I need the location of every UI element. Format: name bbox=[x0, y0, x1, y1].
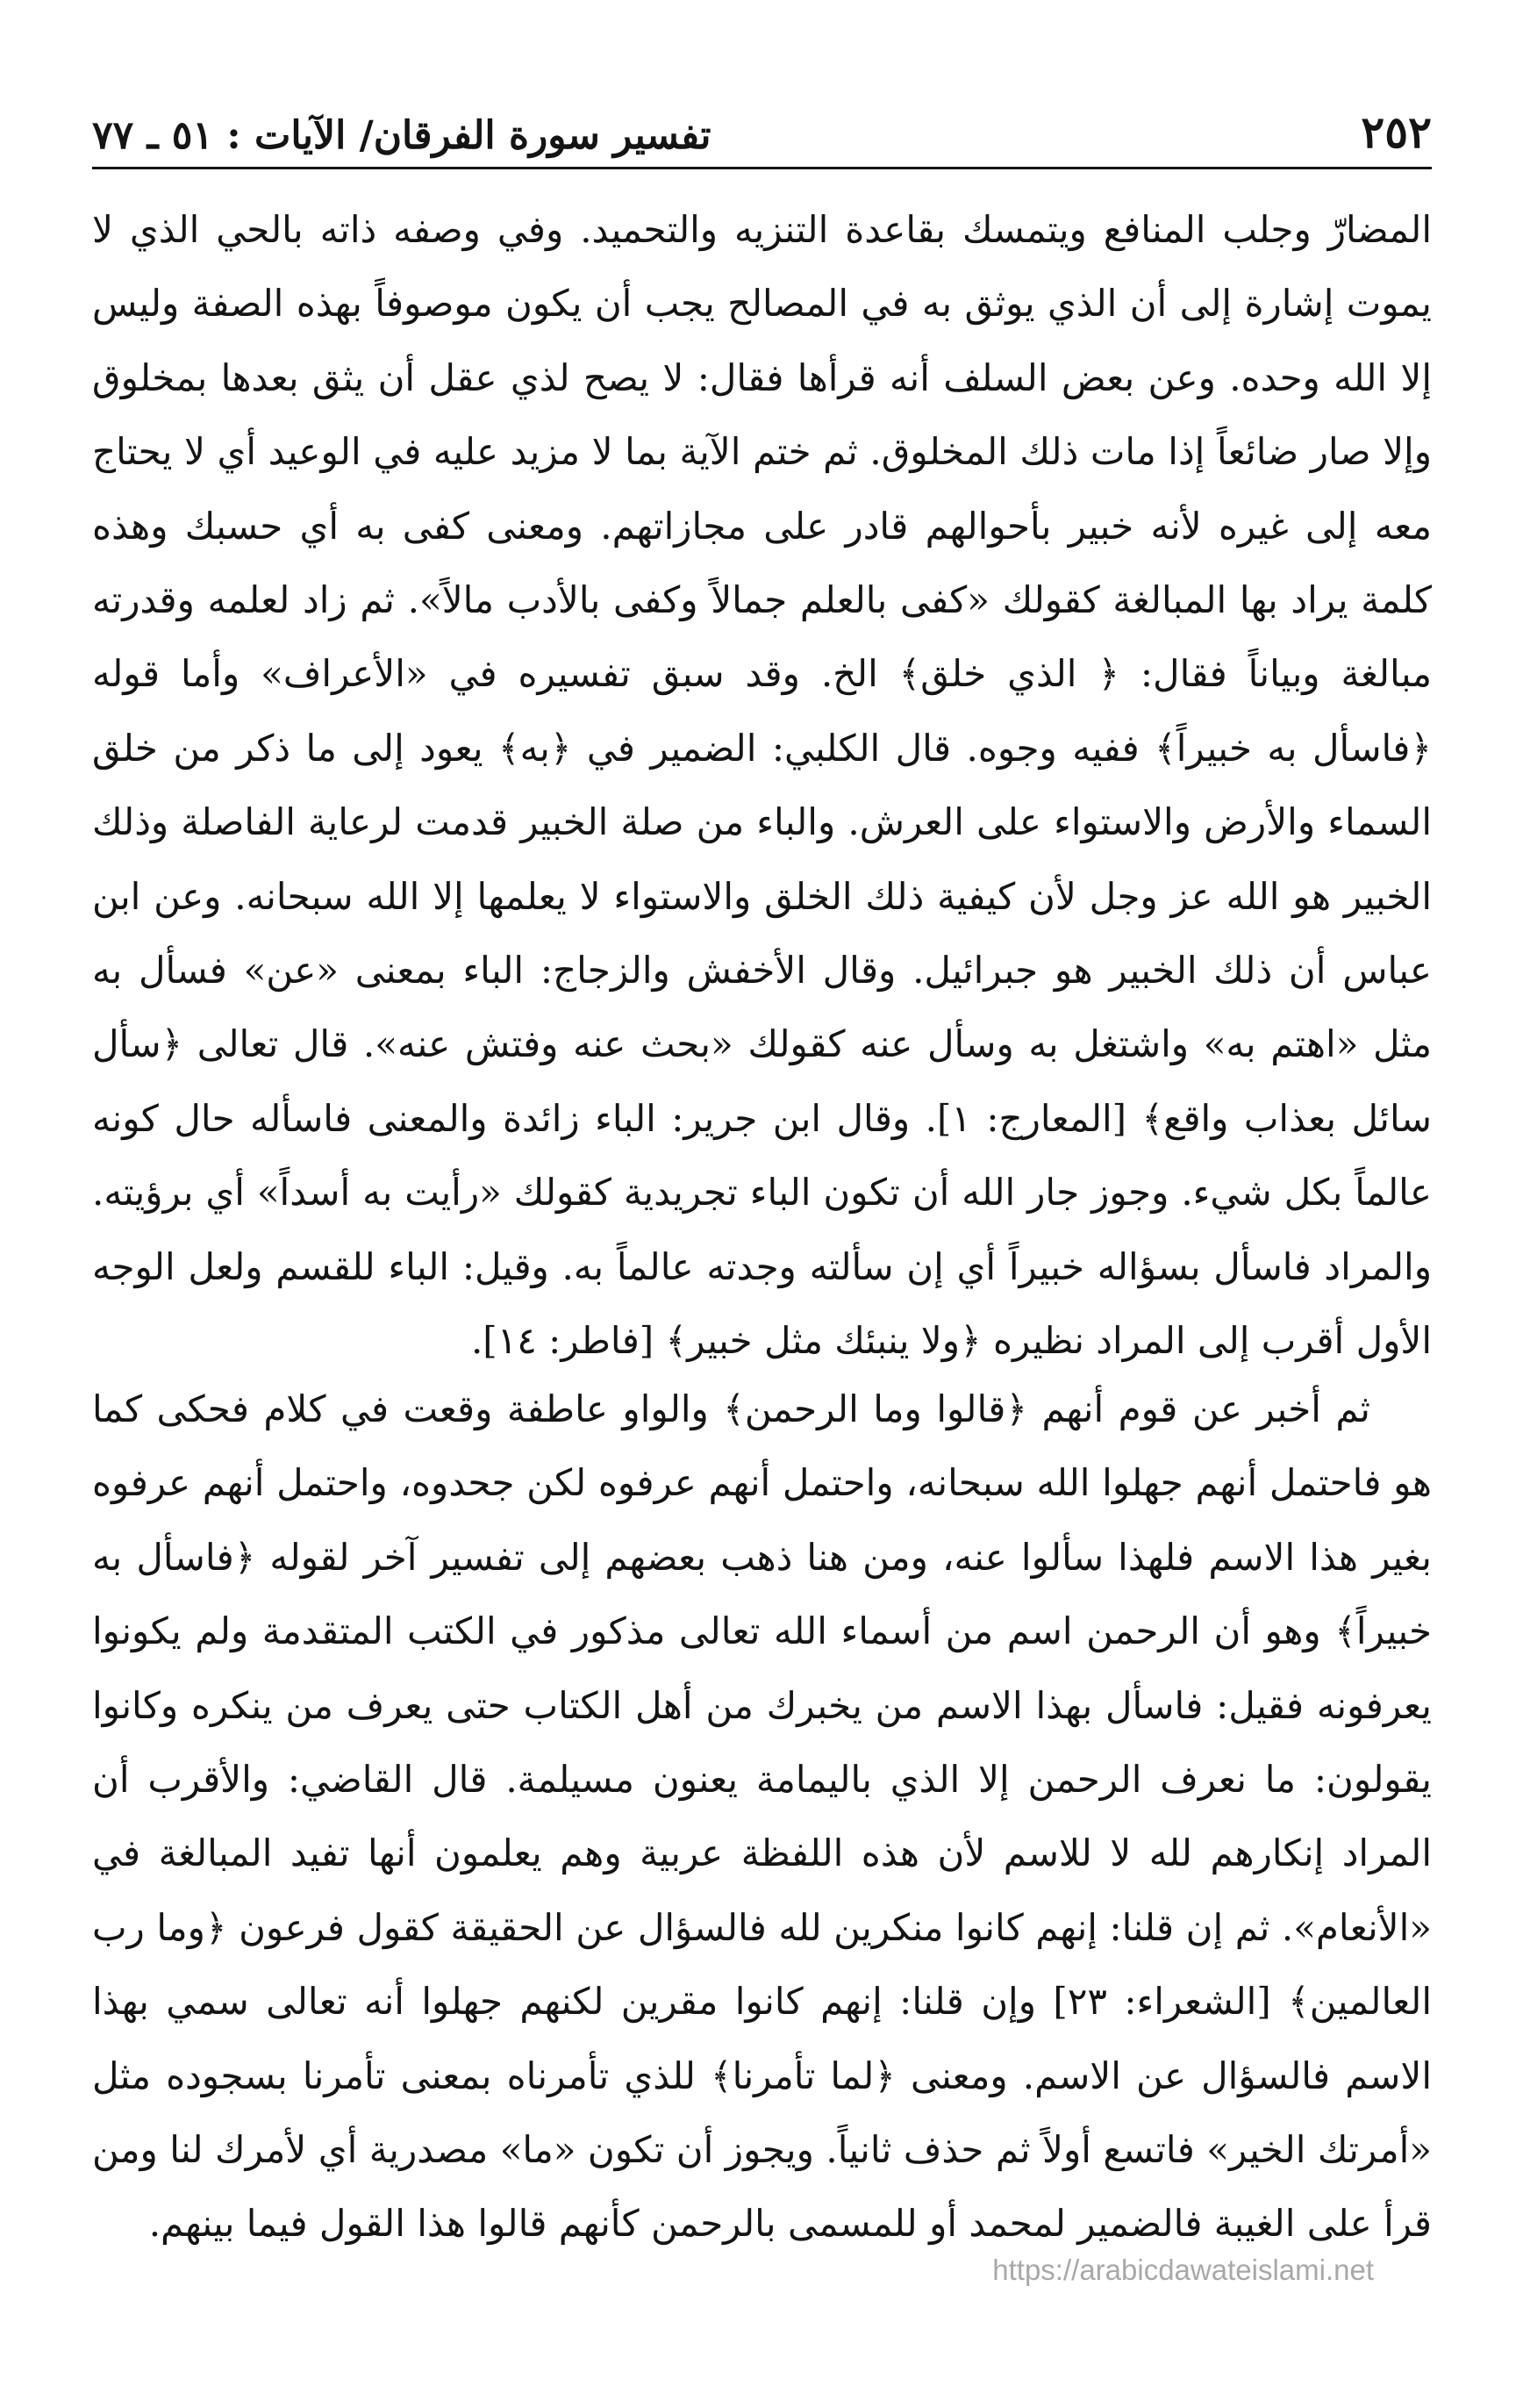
running-title: تفسير سورة الفرقان/ الآيات : ٥١ ـ ٧٧ bbox=[92, 113, 711, 158]
paragraph-1: المضارّ وجلب المنافع ويتمسك بقاعدة التنزيه والتحميد. وفي وصفه ذاته بالحي الذي لا يموت إشارة إلى أن الذي يوثق به في المصالح يجب أن يكون موصوفاً بهذه الصفة وليس إلا الله وحده. وعن بعض السلف أنه قرأها فقال: لا يصح لذي عقل أن يثق بعدها بمخلوق وإلا صار ضائعاً إذا مات ذلك المخلوق. ثم ختم الآية بما لا مزيد عليه في الوعيد أي لا يحتاج معه إلى غيره لأنه خبير بأحوالهم قادر على مجازاتهم. ومعنى كفى به أي حسبك وهذه كلمة يراد بها المبالغة كقولك «كفى بالعلم جمالاً وكفى بالأدب مالاً». ثم زاد لعلمه وقدرته مبالغة وبياناً فقال: ﴿ الذي خلق﴾ الخ. وقد سبق تفسيره في «الأعراف» وأما قوله ﴿فاسأل به خبيراً﴾ ففيه وجوه. قال الكلبي: الضمير في ﴿به﴾ يعود إلى ما ذكر من خلق السماء والأرض والاستواء على العرش. والباء من صلة الخبير قدمت لرعاية الفاصلة وذلك الخبير هو الله عز وجل لأن كيفية ذلك الخلق والاستواء لا يعلمها إلا الله سبحانه. وعن ابن عباس أن ذلك الخبير هو جبرائيل. وقال الأخفش والزجاج: الباء بمعنى «عن» فسأل به مثل «اهتم به» واشتغل به وسأل عنه كقولك «بحث عنه وفتش عنه». قال تعالى ﴿سأل سائل بعذاب واقع﴾ [المعارج: ١]. وقال ابن جرير: الباء زائدة والمعنى فاسأله حال كونه عالماً بكل شيء. وجوز جار الله أن تكون الباء تجريدية كقولك «رأيت به أسداً» أي برؤيته. والمراد فاسأل بسؤاله خبيراً أي إن سألته وجدته عالماً به. وقيل: الباء للقسم ولعل الوجه الأول أقرب إلى المراد نظيره ﴿ولا ينبئك مثل خبير﴾ [فاطر: ١٤]. bbox=[92, 208, 1432, 1363]
page-header bbox=[92, 104, 1432, 158]
header-rule bbox=[92, 167, 1432, 169]
paragraph-2: ثم أخبر عن قوم أنهم ﴿قالوا وما الرحمن﴾ والواو عاطفة وقعت في كلام فحكى كما هو فاحتمل أنهم جهلوا الله سبحانه، واحتمل أنهم عرفوه لكن جحدوه، واحتمل أنهم عرفوه بغير هذا الاسم فلهذا سألوا عنه، ومن هنا ذهب بعضهم إلى تفسير آخر لقوله ﴿فاسأل به خبيراً﴾ وهو أن الرحمن اسم من أسماء الله تعالى مذكور في الكتب المتقدمة ولم يكونوا يعرفونه فقيل: فاسأل بهذا الاسم من يخبرك من أهل الكتاب حتى يعرف من ينكره وكانوا يقولون: ما نعرف الرحمن إلا الذي باليمامة يعنون مسيلمة. قال القاضي: والأقرب أن المراد إنكارهم لله لا للاسم لأن هذه اللفظة عربية وهم يعلمون أنها تفيد المبالغة في «الأنعام». ثم إن قلنا: إنهم كانوا منكرين لله فالسؤال عن الحقيقة كقول فرعون ﴿وما رب العالمين﴾ [الشعراء: ٢٣] وإن قلنا: إنهم كانوا مقرين لكنهم جهلوا أنه تعالى سمي بهذا الاسم فالسؤال عن الاسم. ومعنى ﴿لما تأمرنا﴾ للذي تأمرناه بمعنى تأمرنا بسجوده مثل «أمرتك الخير» فاتسع أولاً ثم حذف ثانياً. ويجوز أن تكون «ما» مصدرية أي لأمرك لنا ومن قرأ على الغيبة فالضمير لمحمد أو للمسمى بالرحمن كأنهم قالوا هذا القول فيما بينهم. bbox=[92, 1387, 1432, 2246]
watermark-url: https://arabicdawateislami.net bbox=[992, 2254, 1374, 2286]
page-number: ٢٥٢ bbox=[1361, 106, 1432, 158]
